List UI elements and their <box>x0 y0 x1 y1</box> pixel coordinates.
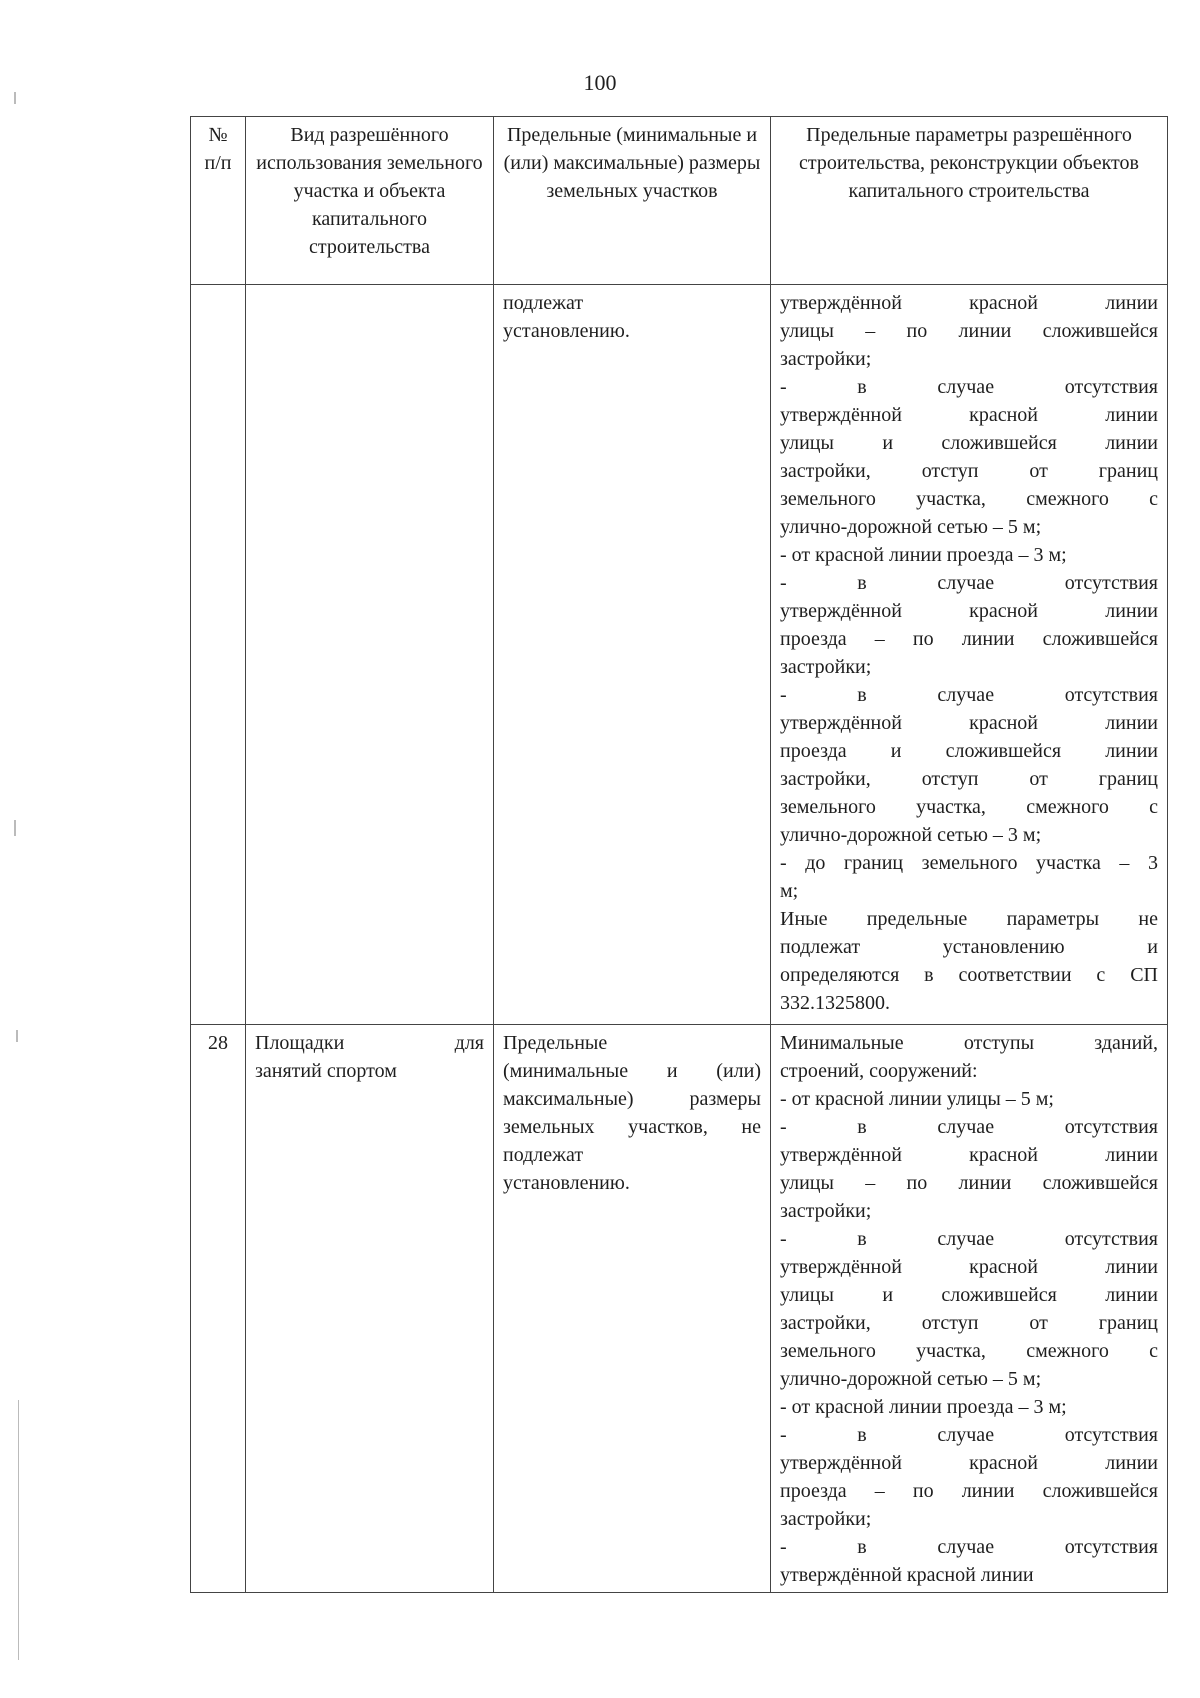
cell-text-line: м; <box>780 880 799 902</box>
cell-text-line: - от красной линии улицы – 5 м; <box>780 1088 1054 1110</box>
cell-text-line: Иные предельные параметры не <box>780 908 1158 930</box>
cell-text-line: - в случае отсутствия <box>780 1228 1158 1250</box>
cell-text-line: установлению. <box>503 320 630 342</box>
header-plot-sizes: Предельные (минимальные и (или) максимальные) размеры земельных участков <box>494 117 771 285</box>
row-land-use-type <box>246 285 494 1025</box>
cell-text-line: утверждённой красной линии <box>780 1452 1158 1474</box>
cell-text-line: утверждённой красной линии <box>780 404 1158 426</box>
cell-text-line: улицы и сложившейся линии <box>780 432 1158 454</box>
cell-text-line: улично-дорожной сетью – 5 м; <box>780 516 1042 538</box>
row-construction-params <box>771 1025 1168 1593</box>
header-land-use-type: Вид разрешённого использования земельного участка и объекта капитального строительства <box>246 117 494 285</box>
regulations-table <box>190 116 1168 1593</box>
cell-text-line: проезда и сложившейся линии <box>780 740 1158 762</box>
cell-text-line: занятий спортом <box>255 1060 397 1082</box>
cell-text-line: утверждённой красной линии <box>780 1564 1034 1586</box>
cell-text-line: - в случае отсутствия <box>780 572 1158 594</box>
cell-text-line: застройки, отступ от границ <box>780 460 1158 482</box>
cell-text-line: утверждённой красной линии <box>780 292 1158 314</box>
cell-text-line: подлежат <box>503 1144 584 1166</box>
cell-text-line: подлежат установлению и <box>780 936 1158 958</box>
scan-margin-mark <box>18 1400 19 1660</box>
scan-margin-mark <box>14 820 16 836</box>
scan-margin-mark <box>14 92 16 104</box>
cell-text-line: земельного участка, смежного с <box>780 488 1158 510</box>
cell-text-line: проезда – по линии сложившейся <box>780 628 1158 650</box>
table-header-row <box>191 117 1168 285</box>
cell-text-line: улично-дорожной сетью – 3 м; <box>780 824 1042 846</box>
cell-text-line: - в случае отсутствия <box>780 376 1158 398</box>
cell-text-line: - от красной линии проезда – 3 м; <box>780 544 1067 566</box>
cell-text-line: застройки; <box>780 1200 872 1222</box>
header-num: № п/п <box>191 117 246 285</box>
row-num: 28 <box>191 1025 246 1593</box>
table-row <box>191 285 1168 1025</box>
cell-text-line: - в случае отсутствия <box>780 1116 1158 1138</box>
cell-text-line: земельных участков, не <box>503 1116 761 1138</box>
cell-text-line: - до границ земельного участка – 3 <box>780 852 1158 874</box>
cell-text-line: Минимальные отступы зданий, <box>780 1032 1158 1054</box>
cell-text-line: утверждённой красной линии <box>780 712 1158 734</box>
row-land-use-type <box>246 1025 494 1593</box>
cell-text-line: застройки; <box>780 348 872 370</box>
cell-text-line: улицы и сложившейся линии <box>780 1284 1158 1306</box>
cell-text-line: определяются в соответствии с СП <box>780 964 1158 986</box>
table-row <box>191 1025 1168 1593</box>
cell-text-line: утверждённой красной линии <box>780 1256 1158 1278</box>
scan-margin-mark <box>16 1030 18 1042</box>
cell-text-line: подлежат <box>503 292 584 314</box>
cell-text-line: - в случае отсутствия <box>780 1536 1158 1558</box>
header-construction-params: Предельные параметры разрешённого строительства, реконструкции объектов капитального строительства <box>771 117 1168 285</box>
row-plot-sizes <box>494 285 771 1025</box>
cell-text-line: максимальные) размеры <box>503 1088 761 1110</box>
row-construction-params <box>771 285 1168 1025</box>
cell-text-line: - в случае отсутствия <box>780 1424 1158 1446</box>
cell-text-line: застройки, отступ от границ <box>780 768 1158 790</box>
row-plot-sizes <box>494 1025 771 1593</box>
row-num <box>191 285 246 1025</box>
cell-text-line: застройки, отступ от границ <box>780 1312 1158 1334</box>
cell-text-line: утверждённой красной линии <box>780 600 1158 622</box>
cell-text-line: земельного участка, смежного с <box>780 1340 1158 1362</box>
cell-text-line: проезда – по линии сложившейся <box>780 1480 1158 1502</box>
cell-text-line: - от красной линии проезда – 3 м; <box>780 1396 1067 1418</box>
cell-text-line: (минимальные и (или) <box>503 1060 761 1082</box>
cell-text-line: Предельные <box>503 1032 608 1054</box>
cell-text-line: установлению. <box>503 1172 630 1194</box>
cell-text-line: строений, сооружений: <box>780 1060 978 1082</box>
cell-text-line: утверждённой красной линии <box>780 1144 1158 1166</box>
cell-text-line: улично-дорожной сетью – 5 м; <box>780 1368 1042 1390</box>
page-number: 100 <box>583 70 617 95</box>
cell-text-line: земельного участка, смежного с <box>780 796 1158 818</box>
cell-text-line: Площадки для <box>255 1032 484 1054</box>
cell-text-line: 332.1325800. <box>780 992 890 1014</box>
cell-text-line: застройки; <box>780 1508 872 1530</box>
cell-text-line: - в случае отсутствия <box>780 684 1158 706</box>
cell-text-line: улицы – по линии сложившейся <box>780 1172 1158 1194</box>
cell-text-line: застройки; <box>780 656 872 678</box>
cell-text-line: улицы – по линии сложившейся <box>780 320 1158 342</box>
